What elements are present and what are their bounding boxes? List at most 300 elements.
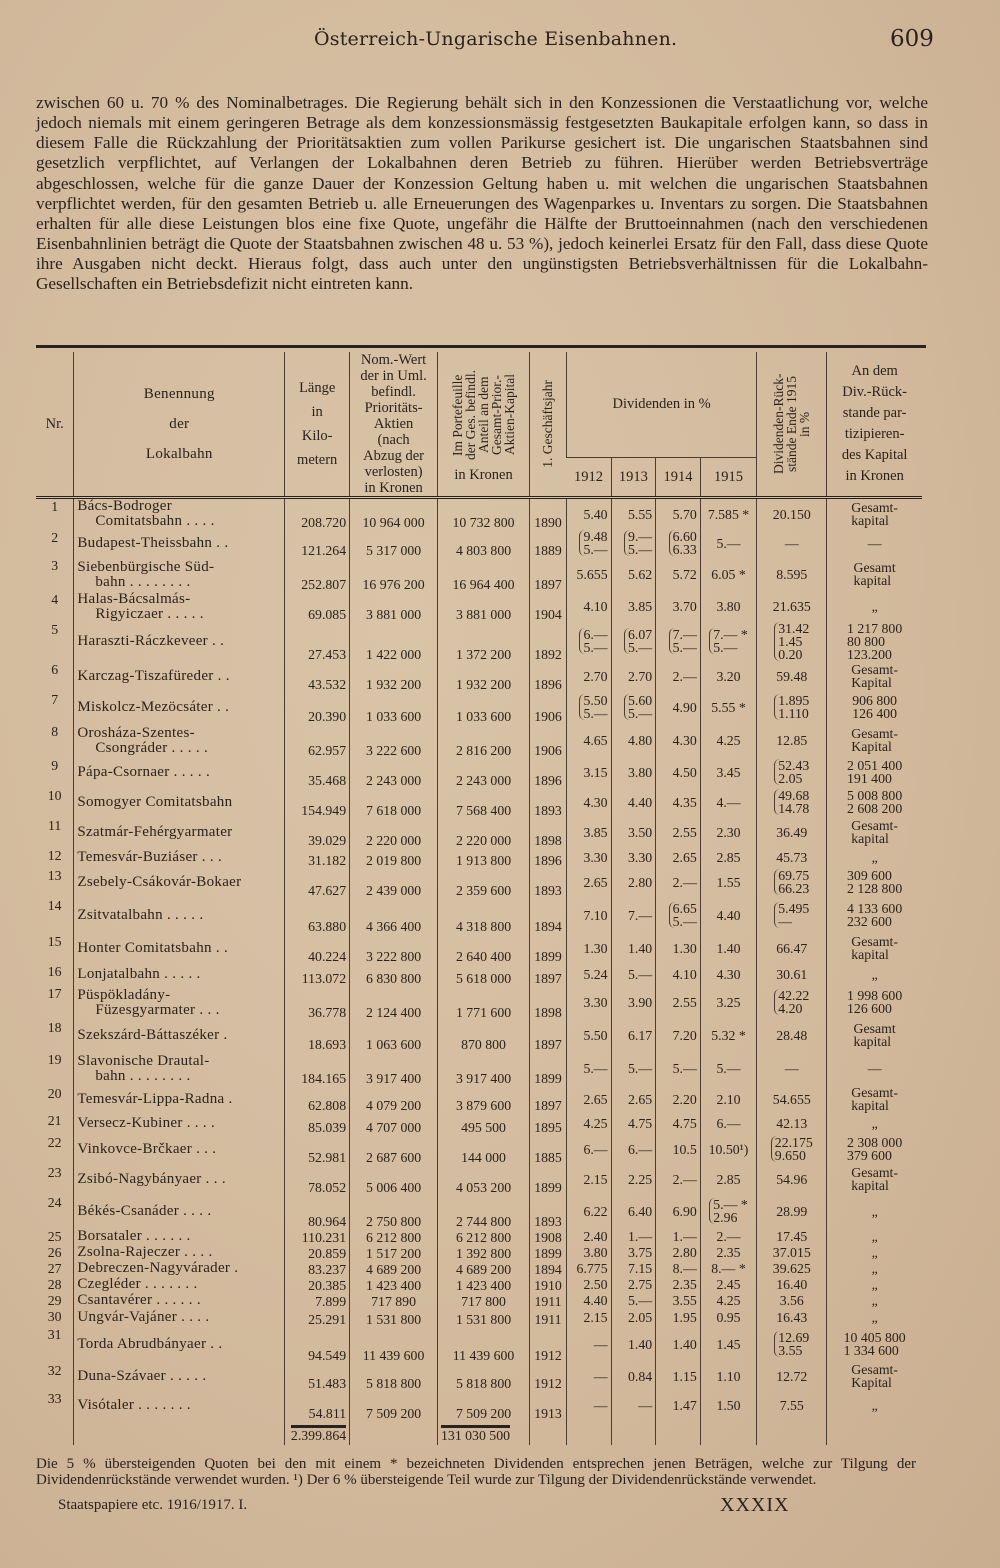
row-nominal: 5 818 800 xyxy=(350,1363,438,1391)
row-length: 20.390 xyxy=(285,692,350,724)
row-name-line: Csantavérer . . . . . . xyxy=(77,1292,201,1308)
row-arrears xyxy=(757,1309,827,1327)
row-div-1914-value: 1.47 xyxy=(672,1398,697,1413)
row-arrears-value: 12.72 xyxy=(776,1369,808,1384)
row-capital xyxy=(827,1327,922,1363)
row-name-line: Temesvár-Buziáser . . . xyxy=(77,849,223,865)
row-div-1912 xyxy=(566,1277,611,1293)
row-div-1915 xyxy=(700,1327,757,1363)
row-name-line: Békés-Csanáder . . . . xyxy=(77,1203,212,1219)
row-div-1915-value: 8.— * xyxy=(711,1261,746,1276)
row-nominal: 2 750 800 xyxy=(350,1195,438,1229)
row-div-1915-value: 2.10 xyxy=(716,1091,741,1107)
lokalbahn-table xyxy=(36,352,922,1445)
row-arrears-value: 12.85 xyxy=(776,733,808,748)
nominal-line: (nach xyxy=(377,432,410,448)
row-arrears xyxy=(757,662,827,692)
row-name xyxy=(74,1052,285,1086)
row-arrears xyxy=(757,724,827,758)
row-arrears-value: 20.150 xyxy=(772,506,811,522)
row-div-1913 xyxy=(611,622,656,662)
row-arrears-value: — xyxy=(778,914,793,929)
row-name-line: Somogyer Comitatsbahn xyxy=(77,794,233,810)
row-name xyxy=(74,1113,285,1135)
row-name-line: bahn . . . . . . . . xyxy=(95,1067,191,1084)
row-div-1914-value: 6.90 xyxy=(672,1204,697,1219)
row-capital-value: 123.200 xyxy=(847,646,892,662)
row-name xyxy=(74,1086,285,1113)
row-div-1915 xyxy=(700,1229,757,1245)
row-first-year: 1912 xyxy=(530,1327,567,1363)
row-div-1914 xyxy=(656,530,701,558)
capital-line: des Kapital xyxy=(841,447,908,463)
row-div-1914 xyxy=(656,1195,701,1229)
row-name-line: Siebenbürgische Süd- xyxy=(77,558,215,575)
row-div-1914 xyxy=(656,498,701,530)
row-nominal: 1 932 200 xyxy=(350,662,438,692)
row-capital-value: „ xyxy=(871,1261,878,1276)
row-name-line: Temesvár-Lippa-Radna . xyxy=(77,1090,233,1107)
header-year-1913: 1913 xyxy=(611,457,656,497)
row-capital xyxy=(827,1245,922,1261)
row-nr: 17 xyxy=(47,985,62,1001)
row-name-line: Debreczen-Nagyvárader . xyxy=(77,1260,239,1276)
row-capital-value: Kapital xyxy=(851,1375,892,1390)
row-arrears-value: 16.43 xyxy=(776,1310,808,1325)
row-div-1912-value: 5.24 xyxy=(583,967,608,982)
row-div-1915 xyxy=(700,692,757,724)
row-capital-value: 1 334 600 xyxy=(843,1343,899,1358)
nominal-line: der in Uml. xyxy=(360,368,427,384)
row-nominal: 1 063 600 xyxy=(350,1020,438,1052)
row-div-1913 xyxy=(611,1293,656,1309)
row-div-1912-value: 5.— xyxy=(583,706,608,721)
row-nr: 11 xyxy=(48,817,62,833)
row-div-1915 xyxy=(700,1165,757,1195)
running-header xyxy=(0,26,1000,56)
table-row xyxy=(36,818,922,848)
table-row xyxy=(36,934,922,964)
row-div-1912-value: 5.— xyxy=(583,640,608,655)
row-capital-value: „ xyxy=(871,1229,878,1244)
row-div-1913 xyxy=(611,1086,656,1113)
row-div-1914-value: 10.5 xyxy=(672,1142,697,1157)
row-name xyxy=(74,662,285,692)
row-name-line: Karczag-Tiszafüreder . . xyxy=(77,668,230,684)
row-capital xyxy=(827,898,922,934)
row-arrears xyxy=(757,1277,827,1293)
table-row xyxy=(36,898,922,934)
row-length: 85.039 xyxy=(285,1113,350,1135)
row-div-1914-value: 5.— xyxy=(672,640,697,655)
name-line: Benennung xyxy=(143,386,215,402)
header-name xyxy=(74,352,285,498)
row-div-1913-value: 5.— xyxy=(628,706,653,721)
row-capital xyxy=(827,1195,922,1229)
row-length: 78.052 xyxy=(285,1165,350,1195)
row-name xyxy=(74,1165,285,1195)
row-first-year: 1906 xyxy=(530,724,567,758)
table-top-rule xyxy=(36,345,926,348)
row-div-1915 xyxy=(700,530,757,558)
row-length: 20.859 xyxy=(285,1245,350,1261)
row-arrears-value: 54.96 xyxy=(776,1172,808,1187)
row-div-1912-value: 4.40 xyxy=(583,1293,608,1308)
row-div-1914 xyxy=(656,1245,701,1261)
table-row xyxy=(36,964,922,986)
row-name-line: Füzesgyarmater . . . xyxy=(95,1001,220,1018)
row-div-1914 xyxy=(656,1391,701,1421)
header-first-year-label: 1. Geschäftsjahr xyxy=(540,380,556,468)
row-div-1913 xyxy=(611,1277,656,1293)
row-div-1915 xyxy=(700,934,757,964)
row-div-1915-value: 4.30 xyxy=(716,967,741,982)
row-capital xyxy=(827,818,922,848)
row-div-1915 xyxy=(700,622,757,662)
totals-cell xyxy=(350,1421,438,1445)
row-capital xyxy=(827,758,922,788)
capital-line: tizipieren- xyxy=(844,426,905,442)
row-div-1913-value: 6.— xyxy=(628,1142,653,1157)
row-arrears xyxy=(757,1195,827,1229)
row-div-1915-value: 5.55 * xyxy=(711,700,746,715)
row-div-1913 xyxy=(611,1391,656,1421)
row-first-year: 1899 xyxy=(530,1052,567,1086)
row-div-1914 xyxy=(656,1113,701,1135)
row-div-1914 xyxy=(656,1020,701,1052)
row-name xyxy=(74,758,285,788)
row-nominal: 3 222 600 xyxy=(350,724,438,758)
row-portfolio: 5 818 800 xyxy=(438,1363,530,1391)
row-div-1912-value: 4.65 xyxy=(583,733,608,748)
row-name-line: Borsataler . . . . . . xyxy=(77,1228,191,1244)
row-arrears xyxy=(757,692,827,724)
row-nr: 22 xyxy=(47,1134,62,1150)
row-arrears xyxy=(757,1363,827,1391)
row-arrears xyxy=(757,1391,827,1421)
row-name xyxy=(74,724,285,758)
row-div-1913-value: 5.— xyxy=(628,1061,653,1076)
row-capital-value: — xyxy=(867,536,882,551)
row-div-1914 xyxy=(656,758,701,788)
row-name xyxy=(74,1135,285,1165)
row-capital-value: Gesamt- xyxy=(851,1362,898,1377)
row-div-1914 xyxy=(656,692,701,724)
row-div-1915-value: 2.45 xyxy=(716,1277,741,1292)
row-div-1915 xyxy=(700,788,757,818)
row-capital-value: 906 800 xyxy=(852,693,898,708)
row-div-1913-value: 3.50 xyxy=(628,825,653,840)
row-arrears xyxy=(757,848,827,868)
row-capital-value: Kapital xyxy=(851,739,892,754)
row-arrears-value: 52.43 xyxy=(778,758,810,773)
row-div-1915 xyxy=(700,1261,757,1277)
length-line: metern xyxy=(297,452,338,468)
row-capital-value: „ xyxy=(871,1310,878,1325)
row-capital xyxy=(827,592,922,622)
row-capital-value: „ xyxy=(871,1245,878,1260)
portfolio-line: Anteil an dem xyxy=(476,376,492,454)
row-arrears-value: 66.23 xyxy=(778,881,810,896)
row-first-year: 1899 xyxy=(530,1165,567,1195)
row-capital xyxy=(827,558,922,592)
row-div-1914-value: 5.72 xyxy=(672,567,697,582)
row-arrears xyxy=(757,558,827,592)
row-name xyxy=(74,848,285,868)
row-nominal: 2 220 000 xyxy=(350,818,438,848)
arrears-line: in % xyxy=(797,411,813,437)
totals-cell xyxy=(74,1421,285,1445)
table-row xyxy=(36,1277,922,1293)
row-capital-value: 1 998 600 xyxy=(847,988,903,1003)
row-div-1915-value: 2.85 xyxy=(716,1172,741,1187)
total-portfolio: 131 030 500 xyxy=(441,1425,510,1443)
row-name xyxy=(74,1391,285,1421)
row-div-1913 xyxy=(611,964,656,986)
row-div-1915-value: 7.585 * xyxy=(707,506,750,522)
row-first-year: 1896 xyxy=(530,758,567,788)
row-nominal: 16 976 200 xyxy=(350,558,438,592)
row-nominal: 3 881 000 xyxy=(350,592,438,622)
header-nominal xyxy=(350,352,438,498)
row-name xyxy=(74,1020,285,1052)
nominal-line: befindl. xyxy=(371,384,416,400)
row-div-1912-value: 2.40 xyxy=(583,1229,608,1244)
row-first-year: 1894 xyxy=(530,898,567,934)
row-div-1912 xyxy=(566,1293,611,1309)
row-capital xyxy=(827,964,922,986)
row-div-1914-value: 1.40 xyxy=(672,1337,697,1352)
row-nr: 24 xyxy=(47,1194,62,1210)
row-length: 154.949 xyxy=(285,788,350,818)
nominal-line: Prioritäts- xyxy=(364,400,423,416)
row-name xyxy=(74,1195,285,1229)
row-div-1913-value: 5.— xyxy=(628,967,653,982)
row-div-1912-value: 2.65 xyxy=(583,1091,608,1107)
row-div-1913-value: 5.— xyxy=(628,542,653,557)
row-portfolio: 144 000 xyxy=(438,1135,530,1165)
row-div-1914 xyxy=(656,558,701,592)
row-portfolio: 3 881 000 xyxy=(438,592,530,622)
row-length: 113.072 xyxy=(285,964,350,986)
row-name-line: Halas-Bácsalmás- xyxy=(77,590,191,607)
row-length: 80.964 xyxy=(285,1195,350,1229)
table-row xyxy=(36,1113,922,1135)
row-portfolio: 6 212 800 xyxy=(438,1229,530,1245)
row-div-1913 xyxy=(611,1135,656,1165)
row-capital-value: Gesamt- xyxy=(851,818,898,833)
row-arrears-value: 42.22 xyxy=(778,988,810,1003)
row-div-1912-value: 6.— xyxy=(583,1142,608,1157)
row-div-1912-value: 3.15 xyxy=(583,765,608,780)
row-name-line: Honter Comitatsbahn . . xyxy=(77,940,228,956)
row-div-1912 xyxy=(566,934,611,964)
row-name-line: Zsitvatalbahn . . . . . xyxy=(77,907,204,923)
row-nr: 23 xyxy=(47,1164,62,1180)
row-arrears-value: 4.20 xyxy=(778,1001,803,1016)
row-name-line: Slavonische Drautal- xyxy=(77,1052,210,1069)
row-div-1912-value: 6.775 xyxy=(576,1261,608,1276)
table-row xyxy=(36,848,922,868)
row-nominal: 1 531 800 xyxy=(350,1309,438,1327)
header-year-1914: 1914 xyxy=(656,457,701,497)
row-nominal: 2 439 000 xyxy=(350,868,438,898)
row-div-1912 xyxy=(566,788,611,818)
row-portfolio: 7 509 200 xyxy=(438,1391,530,1421)
row-name xyxy=(74,498,285,530)
row-length: 63.880 xyxy=(285,898,350,934)
row-capital xyxy=(827,724,922,758)
row-length: 252.807 xyxy=(285,558,350,592)
row-div-1913 xyxy=(611,530,656,558)
row-div-1915-value: 3.20 xyxy=(716,669,741,684)
row-nr: 4 xyxy=(51,591,59,607)
row-div-1915 xyxy=(700,868,757,898)
row-capital xyxy=(827,934,922,964)
row-div-1914-value: 6.33 xyxy=(672,542,697,557)
row-arrears-value: 3.56 xyxy=(779,1293,804,1308)
row-capital-value: 2 051 400 xyxy=(847,758,903,773)
row-length: 83.237 xyxy=(285,1261,350,1277)
row-length: 43.532 xyxy=(285,662,350,692)
row-arrears-value: 37.015 xyxy=(772,1245,811,1260)
row-div-1912-value: 2.50 xyxy=(583,1277,608,1292)
row-div-1912-value: 5.655 xyxy=(576,567,608,582)
row-div-1913-value: 2.80 xyxy=(628,875,653,890)
row-first-year: 1899 xyxy=(530,934,567,964)
capital-line: in Kronen xyxy=(845,468,904,484)
row-div-1912-value: 2.15 xyxy=(583,1172,608,1187)
row-div-1914-value: 3.55 xyxy=(672,1293,697,1308)
row-div-1915-value: 1.10 xyxy=(716,1369,741,1384)
table-row xyxy=(36,1229,922,1245)
row-div-1912 xyxy=(566,1195,611,1229)
row-first-year: 1893 xyxy=(530,1195,567,1229)
row-div-1913 xyxy=(611,662,656,692)
row-length: 31.182 xyxy=(285,848,350,868)
header-year-1912: 1912 xyxy=(566,457,611,497)
row-div-1914-value: 4.75 xyxy=(672,1116,697,1131)
row-div-1914 xyxy=(656,592,701,622)
row-first-year: 1898 xyxy=(530,986,567,1020)
row-div-1912 xyxy=(566,848,611,868)
row-portfolio: 2 744 800 xyxy=(438,1195,530,1229)
row-div-1915 xyxy=(700,1052,757,1086)
row-name-line: Vinkovce-Brčkaer . . . xyxy=(77,1141,217,1157)
row-div-1912 xyxy=(566,818,611,848)
row-name xyxy=(74,964,285,986)
footer-source: Staatspapiere etc. 1916/1917. I. xyxy=(58,1497,248,1513)
table-row xyxy=(36,558,922,592)
row-div-1915-value: 2.— xyxy=(716,1229,741,1244)
row-length: 184.165 xyxy=(285,1052,350,1086)
row-arrears xyxy=(757,818,827,848)
row-div-1915 xyxy=(700,1020,757,1052)
row-div-1914 xyxy=(656,818,701,848)
row-div-1914-value: 6.65 xyxy=(672,901,697,916)
row-arrears-value: 22.175 xyxy=(774,1135,813,1150)
row-div-1915 xyxy=(700,498,757,530)
row-div-1913-value: 4.75 xyxy=(628,1116,653,1131)
row-capital xyxy=(827,1165,922,1195)
row-first-year: 1896 xyxy=(530,848,567,868)
row-arrears-value: 16.40 xyxy=(776,1277,808,1292)
table-row xyxy=(36,662,922,692)
row-portfolio: 2 640 400 xyxy=(438,934,530,964)
row-first-year: 1897 xyxy=(530,964,567,986)
row-div-1915 xyxy=(700,818,757,848)
row-div-1913 xyxy=(611,1363,656,1391)
row-div-1914 xyxy=(656,1135,701,1165)
row-length: 208.720 xyxy=(285,498,350,530)
row-div-1914-value: 1.95 xyxy=(672,1310,697,1325)
row-portfolio: 4 689 200 xyxy=(438,1261,530,1277)
row-first-year: 1910 xyxy=(530,1277,567,1293)
row-div-1913-value: 2.65 xyxy=(628,1091,653,1107)
row-div-1914 xyxy=(656,724,701,758)
row-name xyxy=(74,558,285,592)
row-nr: 33 xyxy=(47,1390,62,1406)
row-capital-value: „ xyxy=(871,1398,878,1413)
row-capital-value: kapital xyxy=(851,831,889,846)
header-portfolio-unit: in Kronen xyxy=(454,467,513,483)
page-number: 609 xyxy=(890,26,934,52)
row-capital xyxy=(827,530,922,558)
row-arrears-value: 31.42 xyxy=(778,620,810,636)
row-capital xyxy=(827,868,922,898)
row-div-1914-value: 5.70 xyxy=(672,506,697,522)
row-length: 62.808 xyxy=(285,1086,350,1113)
totals-cell xyxy=(566,1421,611,1445)
row-nr: 16 xyxy=(47,963,62,979)
row-arrears xyxy=(757,1020,827,1052)
row-div-1913 xyxy=(611,1195,656,1229)
row-div-1912 xyxy=(566,692,611,724)
row-capital-value: 80 800 xyxy=(847,633,885,649)
row-first-year: 1898 xyxy=(530,818,567,848)
row-div-1912-value: — xyxy=(593,1337,608,1352)
row-div-1914 xyxy=(656,934,701,964)
row-name-line: Püspökladány- xyxy=(77,986,171,1003)
row-nominal: 2 687 600 xyxy=(350,1135,438,1165)
row-div-1914 xyxy=(656,1229,701,1245)
row-first-year: 1913 xyxy=(530,1391,567,1421)
row-nominal: 717 890 xyxy=(350,1293,438,1309)
row-capital xyxy=(827,1363,922,1391)
row-div-1913 xyxy=(611,1261,656,1277)
row-portfolio: 4 053 200 xyxy=(438,1165,530,1195)
row-name-line: Lonjatalbahn . . . . . xyxy=(77,966,201,982)
row-arrears-value: 66.47 xyxy=(776,941,808,956)
row-div-1915 xyxy=(700,1245,757,1261)
row-capital-value: Gesamt- xyxy=(851,726,898,741)
row-length: 121.264 xyxy=(285,530,350,558)
row-div-1915-value: 2.96 xyxy=(713,1210,738,1225)
row-div-1915-value: 1.40 xyxy=(716,941,741,956)
row-div-1913 xyxy=(611,818,656,848)
row-length: 20.385 xyxy=(285,1277,350,1293)
row-div-1915 xyxy=(700,898,757,934)
row-capital xyxy=(827,1135,922,1165)
row-capital-value: Gesamt- xyxy=(851,662,898,677)
row-div-1912-value: 3.30 xyxy=(583,850,608,865)
row-portfolio: 3 917 400 xyxy=(438,1052,530,1086)
row-first-year: 1897 xyxy=(530,1086,567,1113)
row-portfolio: 1 932 200 xyxy=(438,662,530,692)
row-div-1913-value: 5.— xyxy=(628,1293,653,1308)
row-capital-value: „ xyxy=(871,850,878,865)
capital-line: Div.-Rück- xyxy=(842,384,907,400)
